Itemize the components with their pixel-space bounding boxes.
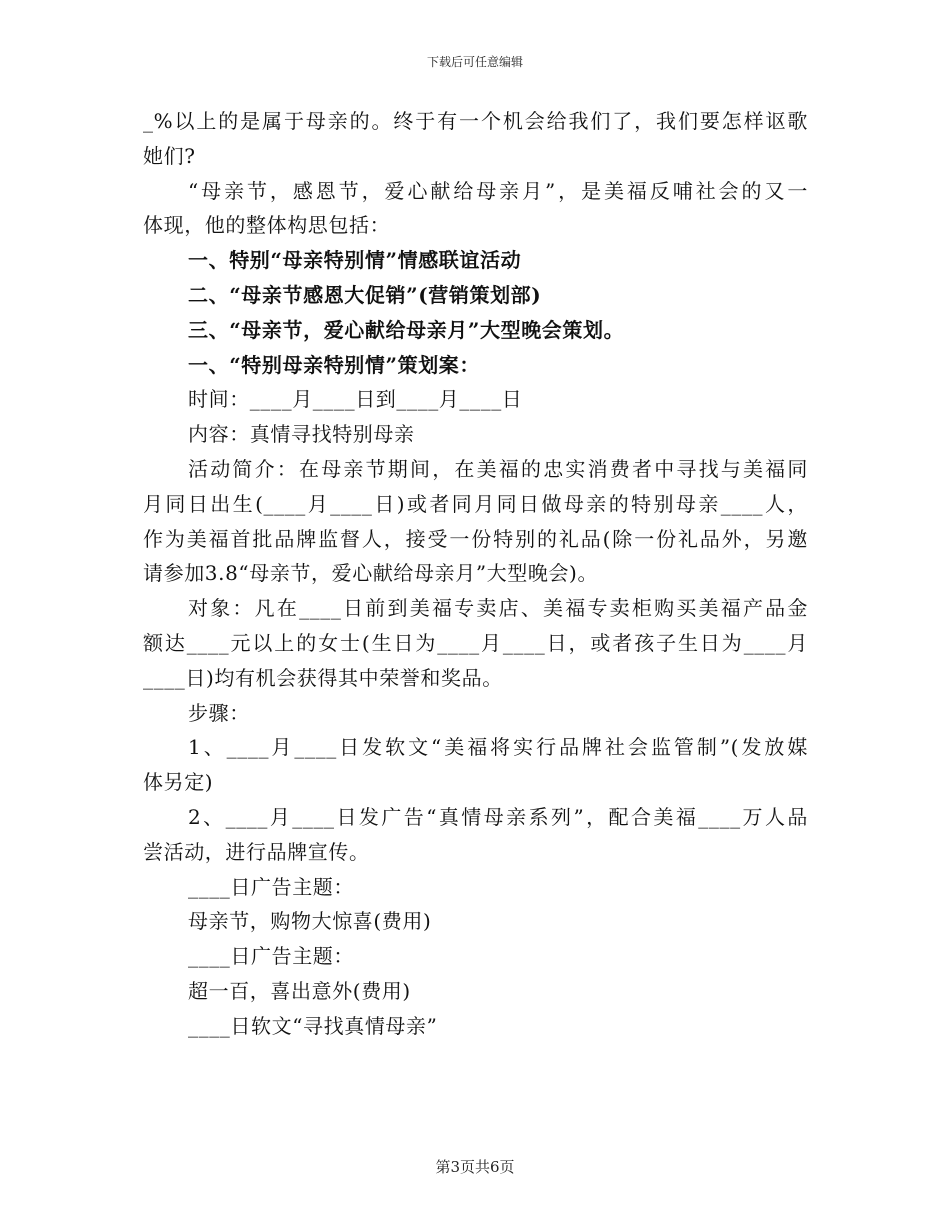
paragraph-line: 尝活动，进行品牌宣传。 [143,839,370,864]
paragraph-line: 2、____月____日发广告“真情母亲系列”，配合美福____万人品 [188,804,808,829]
paragraph-line: 1、____月____日发软文“美福将实行品牌社会监管制”(发放媒 [188,735,808,760]
paragraph-line: 超一百，喜出意外(费用) [188,978,411,1003]
paragraph-line: 她们? [143,143,196,168]
paragraph-line: _%以上的是属于母亲的。终于有一个机会给我们了，我们要怎样讴歌 [143,109,808,133]
paragraph-line: ____日)均有机会获得其中荣誉和奖品。 [143,665,503,690]
paragraph-line: ____日软文“寻找真情母亲” [188,1013,438,1038]
paragraph-line: 时间：____月____日到____月____日 [188,387,523,412]
page-header: 下载后可任意编辑 [426,55,523,69]
page-footer: 第3页共6页 [435,1158,515,1176]
paragraph-line: 步骤： [188,700,250,725]
section-heading: 一、特别“母亲特别情”情感联谊活动 [188,248,522,273]
paragraph-line: 对象：凡在____日前到美福专卖店、美福专卖柜购买美福产品金 [188,596,808,621]
paragraph-line: “母亲节，感恩节，爱心献给母亲月”，是美福反哺社会的又一 [188,178,808,203]
section-heading: 二、“母亲节感恩大促销”(营销策划部) [188,282,542,307]
paragraph-line: 请参加3.8“母亲节，爱心献给母亲月”大型晚会)。 [143,561,599,586]
section-heading: 三、“母亲节，爱心献给母亲月”大型晚会策划。 [188,317,625,342]
paragraph-line: ____日广告主题： [188,944,354,969]
document-body [143,104,808,1044]
paragraph-line: 月同日出生(____月____日)或者同月同日做母亲的特别母亲____人， [143,491,808,516]
paragraph-line: 内容：真情寻找特别母亲 [188,422,415,447]
paragraph-line: 体现，他的整体构思包括： [143,213,391,238]
paragraph-line: 额达____元以上的女士(生日为____月____日，或者孩子生日为____月 [143,630,808,655]
paragraph-line: 活动简介：在母亲节期间，在美福的忠实消费者中寻找与美福同 [188,456,808,481]
paragraph-line: ____日广告主题： [188,874,354,899]
paragraph-line: 体另定) [143,770,214,795]
paragraph-line: 母亲节，购物大惊喜(费用) [188,909,432,934]
paragraph-line: 作为美福首批品牌监督人，接受一份特别的礼品(除一份礼品外，另邀 [143,526,808,551]
section-heading: 一、“特别母亲特别情”策划案： [188,352,481,377]
